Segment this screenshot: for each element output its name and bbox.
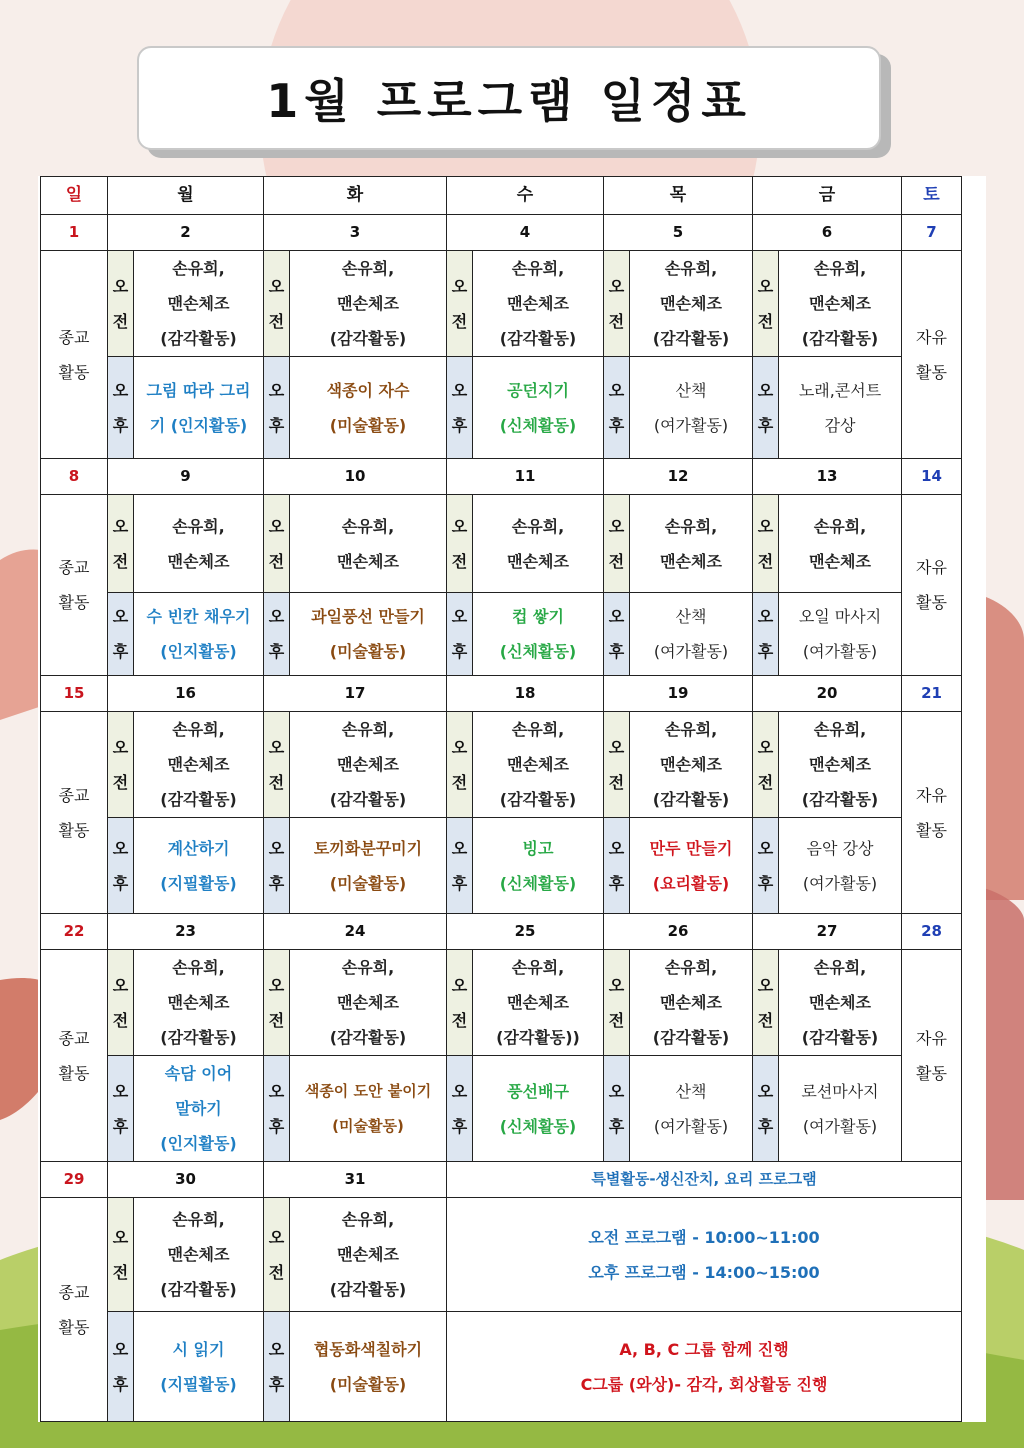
week-5-date-row: [41, 1162, 962, 1198]
pm-activity-leisure: 음악 강상 (여가활동): [779, 818, 902, 914]
date-sun: 29: [41, 1162, 108, 1198]
week-2-date-row: [41, 459, 962, 495]
day-header-tue: 화: [264, 177, 447, 215]
am-activity: 손유희, 맨손체조 (감각활동): [473, 251, 604, 357]
day-header-wed: 수: [447, 177, 604, 215]
program-schedule: [447, 1198, 962, 1312]
am-activity: 손유희, 맨손체조 (감각활동): [630, 712, 753, 818]
date-cell: 10: [264, 459, 447, 495]
date-sun: 8: [41, 459, 108, 495]
week-3-date-row: [41, 676, 962, 712]
pm-activity-art: 색종이 도안 붙이기 (미술활동): [290, 1056, 447, 1162]
pm-activity-leisure: 산책 (여가활동): [630, 357, 753, 459]
date-cell: 18: [447, 676, 604, 712]
am-label: 오 전: [108, 950, 134, 1056]
date-sat: 28: [902, 914, 962, 950]
am-activity: 손유희, 맨손체조 (감각활동): [134, 712, 264, 818]
saturday-activity: 자유 활동: [902, 495, 962, 676]
pm-activity-art: 색종이 자수 (미술활동): [290, 357, 447, 459]
group-note: C그룹 (와상)- 감각, 회상활동 진행: [580, 1374, 828, 1394]
pm-label: 오 후: [447, 818, 473, 914]
date-cell: 9: [108, 459, 264, 495]
sunday-activity: 종교 활동: [41, 950, 108, 1162]
week-1-date-row: [41, 215, 962, 251]
am-activity: 손유희, 맨손체조: [290, 495, 447, 593]
week-4-pm-row: [41, 1056, 962, 1162]
week-4-date-row: [41, 914, 962, 950]
am-label: 오 전: [604, 712, 630, 818]
am-label: 오 전: [753, 712, 779, 818]
am-label: 오 전: [447, 495, 473, 593]
am-activity: 손유희, 맨손체조 (감각활동)): [473, 950, 604, 1056]
am-label: 오 전: [447, 251, 473, 357]
am-activity: 손유희, 맨손체조 (감각활동): [473, 712, 604, 818]
saturday-activity: 자유 활동: [902, 251, 962, 459]
pm-label: 오 후: [108, 1056, 134, 1162]
am-program-time: 오전 프로그램 - 10:00~11:00: [588, 1227, 820, 1247]
am-label: 오 전: [264, 712, 290, 818]
date-cell: 23: [108, 914, 264, 950]
date-cell: 4: [447, 215, 604, 251]
am-label: 오 전: [447, 712, 473, 818]
saturday-activity: 자유 활동: [902, 950, 962, 1162]
am-activity: 손유희, 맨손체조 (감각활동): [134, 1198, 264, 1312]
am-label: 오 전: [108, 251, 134, 357]
pm-label: 오 후: [753, 818, 779, 914]
week-5-am-row: [41, 1198, 962, 1312]
am-label: 오 전: [604, 251, 630, 357]
am-activity: 손유희, 맨손체조 (감각활동): [290, 251, 447, 357]
week-3-am-row: [41, 712, 962, 818]
saturday-activity: 자유 활동: [902, 712, 962, 914]
am-label: 오 전: [108, 495, 134, 593]
pm-label: 오 후: [604, 357, 630, 459]
sunday-activity: 종교 활동: [41, 1198, 108, 1422]
pm-activity-leisure: 로션마사지 (여가활동): [779, 1056, 902, 1162]
date-cell: 13: [753, 459, 902, 495]
date-sun: 1: [41, 215, 108, 251]
date-sun: 22: [41, 914, 108, 950]
am-activity: 손유희, 맨손체조 (감각활동): [290, 1198, 447, 1312]
group-note: A, B, C 그룹 함께 진행: [619, 1339, 789, 1359]
pm-label: 오 후: [108, 357, 134, 459]
date-sat: 14: [902, 459, 962, 495]
pm-label: 오 후: [264, 818, 290, 914]
pm-label: 오 후: [264, 357, 290, 459]
pm-activity-leisure: 산책 (여가활동): [630, 593, 753, 676]
pm-program-time: 오후 프로그램 - 14:00~15:00: [588, 1262, 820, 1282]
special-activity-title: 특별활동-생신잔치, 요리 프로그램: [447, 1162, 962, 1198]
group-notes: [447, 1312, 962, 1422]
pm-activity-leisure: 산책 (여가활동): [630, 1056, 753, 1162]
sunday-activity: 종교 활동: [41, 251, 108, 459]
pm-activity-physical: 빙고 (신체활동): [473, 818, 604, 914]
day-header-mon: 월: [108, 177, 264, 215]
date-sun: 15: [41, 676, 108, 712]
pm-label: 오 후: [108, 1312, 134, 1422]
week-2-pm-row: [41, 593, 962, 676]
pm-activity-writing: 시 읽기 (지필활동): [134, 1312, 264, 1422]
am-activity: 손유희, 맨손체조 (감각활동): [779, 712, 902, 818]
am-label: 오 전: [753, 251, 779, 357]
title-box: [137, 46, 881, 150]
am-activity: 손유희, 맨손체조: [134, 495, 264, 593]
am-activity: 손유희, 맨손체조 (감각활동): [630, 950, 753, 1056]
pm-activity-leisure: 오일 마사지 (여가활동): [779, 593, 902, 676]
pm-activity-cognitive: 그림 따라 그리 기 (인지활동): [134, 357, 264, 459]
date-cell: 16: [108, 676, 264, 712]
pm-activity-cognitive: 수 빈칸 채우기 (인지활동): [134, 593, 264, 676]
am-label: 오 전: [264, 495, 290, 593]
week-4-am-row: [41, 950, 962, 1056]
date-cell: 11: [447, 459, 604, 495]
date-cell: 25: [447, 914, 604, 950]
pm-activity-physical: 컵 쌓기 (신체활동): [473, 593, 604, 676]
am-label: 오 전: [604, 950, 630, 1056]
date-cell: 3: [264, 215, 447, 251]
pm-activity-art: 협동화색칠하기 (미술활동): [290, 1312, 447, 1422]
date-cell: 12: [604, 459, 753, 495]
am-activity: 손유희, 맨손체조 (감각활동): [779, 950, 902, 1056]
pm-activity-leisure: 노래,콘서트 감상: [779, 357, 902, 459]
pm-label: 오 후: [604, 593, 630, 676]
date-cell: 5: [604, 215, 753, 251]
am-activity: 손유희, 맨손체조: [779, 495, 902, 593]
pm-label: 오 후: [604, 818, 630, 914]
week-5-pm-row: [41, 1312, 962, 1422]
date-cell: 30: [108, 1162, 264, 1198]
day-header-row: [41, 177, 962, 215]
pm-label: 오 후: [753, 1056, 779, 1162]
week-3-pm-row: [41, 818, 962, 914]
am-activity: 손유희, 맨손체조 (감각활동): [290, 950, 447, 1056]
date-cell: 17: [264, 676, 447, 712]
week-1-am-row: [41, 251, 962, 357]
date-cell: 27: [753, 914, 902, 950]
sunday-activity: 종교 활동: [41, 712, 108, 914]
pm-label: 오 후: [264, 1312, 290, 1422]
pm-label: 오 후: [753, 357, 779, 459]
day-header-thu: 목: [604, 177, 753, 215]
am-label: 오 전: [108, 1198, 134, 1312]
am-label: 오 전: [753, 950, 779, 1056]
pm-label: 오 후: [447, 593, 473, 676]
am-label: 오 전: [604, 495, 630, 593]
am-activity: 손유희, 맨손체조 (감각활동): [134, 950, 264, 1056]
day-header-sun: 일: [41, 177, 108, 215]
pm-label: 오 후: [447, 1056, 473, 1162]
am-label: 오 전: [447, 950, 473, 1056]
pm-activity-physical: 공던지기 (신체활동): [473, 357, 604, 459]
am-activity: 손유희, 맨손체조 (감각활동): [630, 251, 753, 357]
week-1-pm-row: [41, 357, 962, 459]
date-cell: 19: [604, 676, 753, 712]
am-activity: 손유희, 맨손체조: [473, 495, 604, 593]
date-cell: 24: [264, 914, 447, 950]
date-cell: 2: [108, 215, 264, 251]
date-sat: 7: [902, 215, 962, 251]
am-activity: 손유희, 맨손체조 (감각활동): [134, 251, 264, 357]
date-sat: 21: [902, 676, 962, 712]
pm-label: 오 후: [108, 593, 134, 676]
pm-label: 오 후: [108, 818, 134, 914]
am-label: 오 전: [264, 251, 290, 357]
sunday-activity: 종교 활동: [41, 495, 108, 676]
am-activity: 손유희, 맨손체조 (감각활동): [779, 251, 902, 357]
date-cell: 6: [753, 215, 902, 251]
am-activity: 손유희, 맨손체조: [630, 495, 753, 593]
pm-label: 오 후: [447, 357, 473, 459]
pm-activity-cognitive: 속담 이어 말하기 (인지활동): [134, 1056, 264, 1162]
pm-activity-physical: 풍선배구 (신체활동): [473, 1056, 604, 1162]
am-label: 오 전: [108, 712, 134, 818]
day-header-sat: 토: [902, 177, 962, 215]
pm-label: 오 후: [753, 593, 779, 676]
schedule-table: [40, 176, 962, 1422]
pm-activity-writing: 계산하기 (지필활동): [134, 818, 264, 914]
pm-label: 오 후: [264, 593, 290, 676]
am-label: 오 전: [264, 1198, 290, 1312]
pm-label: 오 후: [264, 1056, 290, 1162]
pm-activity-art: 과일풍선 만들기 (미술활동): [290, 593, 447, 676]
date-cell: 26: [604, 914, 753, 950]
pm-activity-art: 토끼화분꾸미기 (미술활동): [290, 818, 447, 914]
week-2-am-row: [41, 495, 962, 593]
date-cell: 20: [753, 676, 902, 712]
pm-label: 오 후: [604, 1056, 630, 1162]
date-cell: 31: [264, 1162, 447, 1198]
day-header-fri: 금: [753, 177, 902, 215]
page-title: 1월 프로그램 일정표: [266, 74, 752, 128]
am-label: 오 전: [264, 950, 290, 1056]
pm-activity-cooking: 만두 만들기 (요리활동): [630, 818, 753, 914]
am-label: 오 전: [753, 495, 779, 593]
am-activity: 손유희, 맨손체조 (감각활동): [290, 712, 447, 818]
